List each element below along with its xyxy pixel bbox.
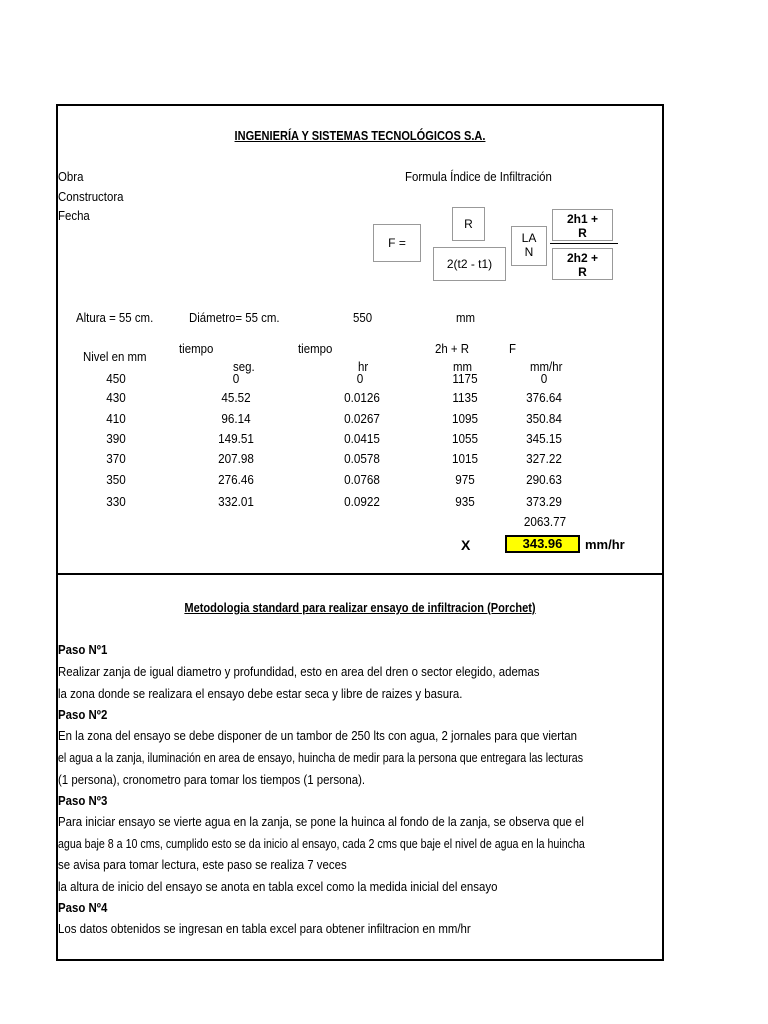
frac-bot-line1: 2h2 +	[566, 251, 599, 265]
table-cell: 327.22	[526, 451, 562, 466]
header-2h-r-unit: mm	[453, 359, 473, 374]
table-cell: 96.14	[221, 411, 251, 426]
table-cell: 430	[106, 390, 126, 405]
company-title: INGENIERÍA Y SISTEMAS TECNOLÓGICOS S.A.	[234, 128, 486, 143]
header-tiempo-hr-unit: hr	[358, 359, 369, 374]
header-nivel: Nivel en mm	[83, 349, 147, 364]
formula-ln-bottom: N	[524, 245, 534, 259]
methodology-line: Los datos obtenidos se ingresan en tabla excel para obtener infiltracion en mm/hr	[58, 921, 471, 936]
table-cell: 290.63	[526, 472, 562, 487]
formula-f-label: F =	[373, 224, 421, 262]
frac-top-line1: 2h1 +	[566, 212, 599, 226]
methodology-line: Para iniciar ensayo se vierte agua en la zanja, se pone la huinca al fondo de la zanja, se observa que el	[58, 814, 584, 829]
table-cell: 0.0768	[344, 472, 380, 487]
table-cell: 0	[540, 371, 548, 386]
table-cell: 350.84	[526, 411, 562, 426]
table-cell: 1175	[452, 371, 478, 386]
table-cell: 0.0415	[344, 431, 380, 446]
table-cell: 1015	[451, 451, 479, 466]
header-f-unit: mm/hr	[530, 359, 563, 374]
table-cell: 410	[106, 411, 126, 426]
table-cell: 332.01	[218, 494, 254, 509]
table-cell: 1055	[451, 431, 479, 446]
step-heading: Paso Nº4	[58, 900, 108, 915]
formula-ln-top: LA	[521, 231, 537, 245]
dimension-unit: mm	[456, 310, 476, 325]
methodology-line: En la zona del ensayo se debe disponer de un tambor de 250 lts con agua, 2 jornales para que viertan	[58, 728, 577, 743]
header-f: F	[509, 341, 516, 356]
table-cell: 45.52	[221, 390, 251, 405]
table-cell: 0.0922	[344, 494, 380, 509]
table-cell: 935	[455, 494, 475, 509]
methodology-frame	[56, 574, 664, 961]
formula-frac-bottom	[552, 248, 613, 280]
table-cell: 0.0267	[344, 411, 380, 426]
table-cell: 1135	[452, 390, 478, 405]
formula-title: Formula Índice de Infiltración	[405, 169, 552, 184]
table-cell: 345.15	[526, 431, 562, 446]
methodology-line: Realizar zanja de igual diametro y profundidad, esto en area del dren o sector elegido, ademas	[58, 664, 540, 679]
average-value: 343.96	[505, 535, 580, 553]
header-tiempo-seg: tiempo	[179, 341, 214, 356]
table-cell: 276.46	[218, 472, 254, 487]
methodology-line: (1 persona), cronometro para tomar los tiempos (1 persona).	[58, 772, 366, 787]
header-tiempo-hr: tiempo	[298, 341, 333, 356]
methodology-line: la zona donde se realizara el ensayo debe estar seca y libre de raizes y basura.	[58, 686, 463, 701]
step-heading: Paso Nº2	[58, 707, 108, 722]
table-cell: 330	[106, 494, 126, 509]
dimension-value: 550	[353, 310, 373, 325]
header-2h-r: 2h + R	[435, 341, 470, 356]
table-cell: 450	[106, 371, 126, 386]
table-cell: 390	[106, 431, 126, 446]
field-obra: Obra	[58, 169, 84, 184]
formula-frac-top	[552, 209, 613, 241]
frac-top-line2: R	[578, 226, 587, 240]
formula-r: R	[452, 207, 485, 241]
methodology-line: la altura de inicio del ensayo se anota en tabla excel como la medida inicial del ensayo	[58, 879, 498, 894]
methodology-line: agua baje 8 a 10 cms, cumplido esto se da inicio al ensayo, cada 2 cms que baje el nivel de agua en la huincha	[58, 836, 585, 851]
diametro-label: Diámetro= 55 cm.	[189, 310, 280, 325]
table-cell: 0	[356, 371, 364, 386]
methodology-line: el agua a la zanja, iluminación en area de ensayo, huincha de medir para la persona que entregara las lecturas	[58, 750, 584, 765]
methodology-title: Metodologia standard para realizar ensayo de infiltracion (Porchet)	[184, 600, 536, 615]
sum-value: 2063.77	[523, 514, 567, 529]
table-cell: 0.0126	[344, 390, 380, 405]
table-cell: 0	[232, 371, 240, 386]
methodology-line: se avisa para tomar lectura, este paso se realiza 7 veces	[58, 857, 347, 872]
field-constructora: Constructora	[58, 189, 124, 204]
x-label: X	[461, 537, 471, 553]
table-cell: 1095	[451, 411, 479, 426]
header-tiempo-seg-unit: seg.	[233, 359, 255, 374]
frac-bot-line2: R	[578, 265, 587, 279]
step-heading: Paso Nº1	[58, 642, 108, 657]
formula-denominator: 2(t2 - t1)	[433, 247, 506, 281]
table-cell: 373.29	[526, 494, 562, 509]
step-heading: Paso Nº3	[58, 793, 108, 808]
average-unit: mm/hr	[585, 537, 625, 552]
table-cell: 350	[106, 472, 126, 487]
table-cell: 370	[106, 451, 126, 466]
table-cell: 0.0578	[344, 451, 380, 466]
table-cell: 207.98	[218, 451, 254, 466]
altura-label: Altura = 55 cm.	[76, 310, 154, 325]
table-cell: 975	[455, 472, 475, 487]
table-cell: 376.64	[526, 390, 562, 405]
formula-ln	[511, 226, 547, 266]
table-cell: 149.51	[218, 431, 254, 446]
field-fecha: Fecha	[58, 208, 90, 223]
fraction-bar	[550, 243, 618, 244]
